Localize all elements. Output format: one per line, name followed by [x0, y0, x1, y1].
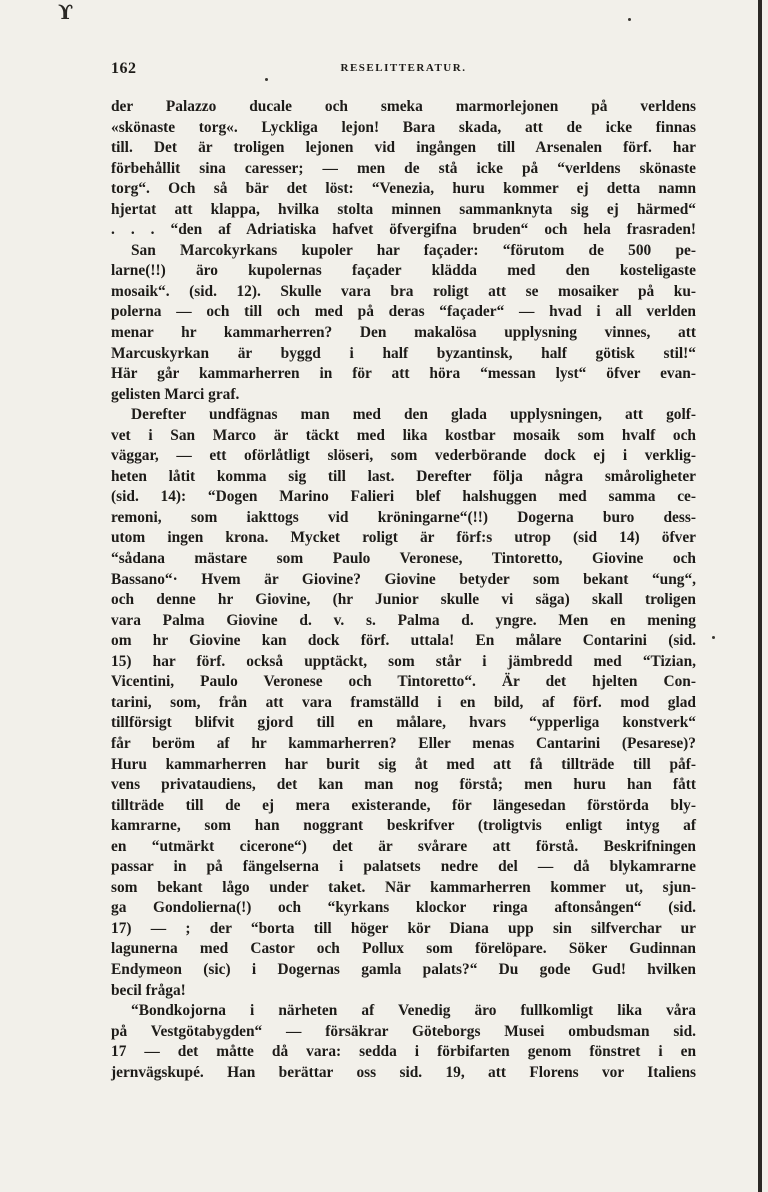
text-line: tillträde till de ej mera existerande, för längesedan förstörda bly-	[111, 796, 696, 814]
text-line: och denne hr Giovine, (hr Junior skulle vi säga) skall troligen	[111, 591, 696, 609]
text-line: en “utmärkt cicerone“) det är svårare att förstå. Beskrifningen	[111, 837, 696, 855]
text-line: remoni, som iakttogs vid kröningarne“(!!) Dogerna buro dess-	[111, 508, 696, 526]
text-line: tarini, som, från att vara framställd i en bild, af förf. mod glad	[111, 693, 696, 711]
text-line: (sid. 14): “Dogen Marino Falieri blef halshuggen med samma ce-	[111, 488, 696, 506]
page-edge-shadow	[758, 0, 762, 1192]
text-line: om hr Giovine kan dock förf. uttala! En målare Contarini (sid.	[111, 632, 696, 650]
text-line: till. Det är troligen lejonen vid ingången till Arsenalen förf. har	[111, 139, 696, 157]
text-line: 15) har förf. också upptäckt, som står i jämbredd med “Tizian,	[111, 652, 696, 670]
text-line: vara Palma Giovine d. v. s. Palma d. yngre. Men en mening	[111, 611, 696, 629]
text-line: menar hr kammarherren? Den makalösa upplysning vinnes, att	[111, 324, 696, 342]
text-line: tillförsigt blifvit gjord till en målare, hvars “ypperliga konstverk“	[111, 714, 696, 732]
body-text	[111, 98, 696, 1084]
text-line: der Palazzo ducale och smeka marmorlejonen på verldens	[111, 98, 696, 115]
text-line: 17 — det måtte då vara: sedda i förbifarten genom fönstret i en	[111, 1043, 696, 1061]
text-line: vens privataudiens, det kan man nog förstå; men huru han fått	[111, 776, 696, 794]
text-line: Endymeon (sic) i Dogernas gamla palats?“ Du gode Gud! hvilken	[111, 960, 696, 978]
text-line: på Vestgötabygden“ — försäkrar Göteborgs Musei ombudsman sid.	[111, 1022, 696, 1040]
text-line: Marcuskyrkan är byggd i half byzantinsk, half götisk stil!“	[111, 344, 696, 362]
text-line: . . . “den af Adriatiska hafvet öfvergifna bruden“ och hela frasraden!	[111, 221, 696, 239]
text-line: 17) — ; der “borta till höger kör Diana upp sin silfverchar ur	[111, 919, 696, 937]
text-line: «skönaste torg«. Lyckliga lejon! Bara skada, att de icke finnas	[111, 118, 696, 136]
text-line: Derefter undfägnas man med den glada upplysningen, att golf-	[131, 406, 696, 424]
text-line: utom ingen krona. Mycket roligt är förf:s utrop (sid 14) öfver	[111, 529, 696, 547]
text-line: får beröm af hr kammarherren? Eller menas Cantarini (Pesarese)?	[111, 734, 696, 752]
text-line: Huru kammarherren har burit sig åt med att få tillträde till påf-	[111, 755, 696, 773]
text-line: Bassano“· Hvem är Giovine? Giovine betyder som bekant “ung“,	[111, 570, 696, 588]
ink-speck	[712, 636, 715, 639]
text-line: becil fråga!	[111, 981, 186, 999]
running-head: RESELITTERATUR.	[340, 62, 467, 74]
text-line: Vicentini, Paulo Veronese och Tintoretto“. Är det hjelten Con-	[111, 673, 696, 691]
text-line: vet i San Marco är täckt med lika kostbar mosaik som hvalf och	[111, 426, 696, 444]
text-line: kamrarne, som han noggrant beskrifver (troligtvis enligt intyg af	[111, 817, 696, 835]
text-line: Här går kammarherren in för att höra “messan lyst“ öfver evan-	[111, 365, 696, 383]
text-line: väggar, — ett oförlåtligt slöseri, som vederbörande dock ej i verklig-	[111, 447, 696, 465]
text-line: förbehållit sina caresser; — men de stå icke på “verldens skönaste	[111, 159, 696, 177]
page-header	[111, 60, 696, 84]
text-line: “sådana mästare som Paulo Veronese, Tintoretto, Giovine och	[111, 550, 696, 568]
text-line: gelisten Marci graf.	[111, 385, 240, 403]
text-line: larne(!!) äro kupolernas façader klädda med den kosteligaste	[111, 262, 696, 280]
text-line: heten låtit komma sig till last. Derefter följa några småroligheter	[111, 467, 696, 485]
text-line: “Bondkojorna i närheten af Venedig äro fullkomligt lika våra	[131, 1002, 696, 1020]
text-line: polerna — och till och med på deras “façader“ — hvad i all verlden	[111, 303, 696, 321]
corner-mark: ϒ	[58, 0, 74, 24]
text-line: hjertat att klappa, hvilka stolta minnen sammanknyta sig ej härmed“	[111, 200, 696, 218]
page-number: 162	[111, 60, 137, 77]
ink-speck	[628, 18, 631, 21]
text-line: torg“. Och så bär det löst: “Venezia, huru kommer ej detta namn	[111, 180, 696, 198]
text-line: ga Gondolierna(!) och “kyrkans klockor ringa aftonsången“ (sid.	[111, 899, 696, 917]
text-line: jernvägskupé. Han berättar oss sid. 19, att Florens vor Italiens	[111, 1063, 696, 1081]
text-line: lagunerna med Castor och Pollux som förelöpare. Söker Gudinnan	[111, 940, 696, 958]
text-line: mosaik“. (sid. 12). Skulle vara bra roligt att se mosaiker på ku-	[111, 282, 696, 300]
text-line: som bekant lågo under taket. När kammarherren kommer ut, sjun-	[111, 878, 696, 896]
text-line: San Marcokyrkans kupoler har façader: “förutom de 500 pe-	[131, 241, 696, 259]
text-line: passar in på fängelserna i palatsets nedre del — då blykamrarne	[111, 858, 696, 876]
